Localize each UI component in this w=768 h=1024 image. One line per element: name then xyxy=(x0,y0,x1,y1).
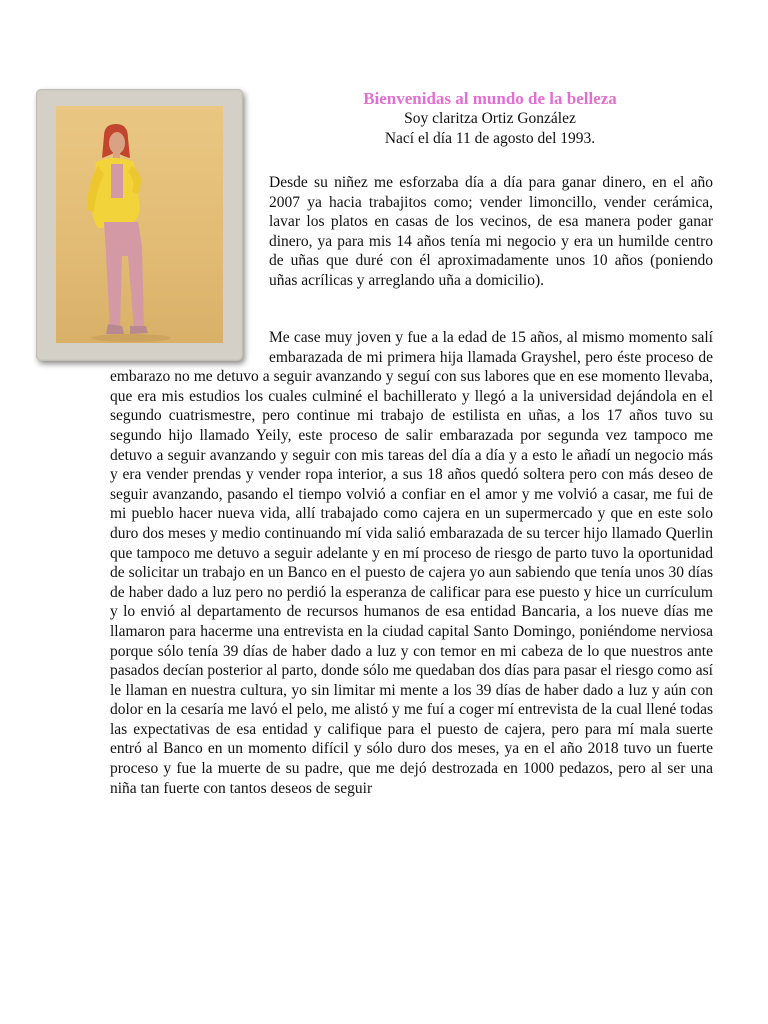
paragraph-childhood: Desde su niñez me esforzaba día a día para ganar dinero, en el año 2007 ya hacia trabajitos como; vender limoncillo, vender cerámica, lavar los platos en casas de los vecinos, de esa manera poder ganar dinero, ya para mis 14 años tenía mi negocio y era un humilde centro de uñas que duré con él aproximadamente unos 10 años (poniendo uñas acrílicas y arreglando uña a domicilio). xyxy=(269,174,713,289)
paragraph-life-story-text: Me case muy joven y fue a la edad de 15 años, al mismo momento salí embarazada de mi primera hija llamada Grayshel, pero éste proceso de embarazo no me detuvo a seguir avanzando y seguí con sus labores que en ese momento llevaba, que era mis estudios los cuales culminé el bachillerato y llegó a la universidad dejándola en el segundo cuatrismestre, pero continue mi trabajo de estilista en uñas, a los 17 años tuvo su segundo hijo llamado Yeily, este proceso de salir embarazada por segunda vez tampoco me detuvo a seguir avanzando y seguir con mis tareas del día a día y a esto le añadí un negocio más y era vender prendas y vender ropa interior, a sus 18 años quedó soltera pero con más deseo de seguir avanzando, pasando el tiempo volvió a confiar en el amor y me volvió a casar, me fui de mi pueblo hacer nueva vida, allí trabajado como cajera en un supermercado y que en este solo duro dos meses y medio continuando mí vida salió embarazada de su tercer hijo llamado Querlin que tampoco me detuvo a seguir adelante y en mí proceso de riesgo de parto tuvo la oportunidad de solicitar un trabajo en un Banco en el puesto de cajera yo aun sabiendo que tenía unos 30 días de haber dado a luz pero no perdió la esperanza de calificar para ese puesto y hice un currículum y lo envió al departamento de recursos humanos de esa entidad Bancaria, a los nueve días me llamaron para hacerme una entrevista en la ciudad capital Santo Domingo, poniéndome nerviosa porque sólo tenía 39 días de haber dado a luz y con temor en mi cabeza de lo que nuestros ante pasados decían posterior al parto, donde sólo me quedaban dos días para pasar el riesgo como así le llaman en nuestra cultura, yo sin limitar mi mente a los 39 días de haber dado a luz y aún con dolor en la cesaría me lavó el pelo, me alistó y me fuí a coger mí entrevista de la cual llené todas las expectativas de esa entidad y califique para el puesto de cajera, pero para mí mala suerte entró al Banco en un momento difícil y sólo duro dos meses, ya en el año 2018 tuvo un fuerte proceso y fue la muerte de su padre, que me dejó destrozada en 1000 pedazos, pero al ser una niña tan fuerte con tantos deseos de seguir xyxy=(110,329,713,797)
portrait-photo xyxy=(56,106,223,343)
image-wrap-spacer xyxy=(110,328,269,367)
photo-frame xyxy=(36,89,243,361)
header-block xyxy=(260,88,720,149)
paragraph-life-story xyxy=(110,328,713,798)
author-name-line: Soy claritza Ortiz González xyxy=(404,110,576,127)
woman-in-yellow-jacket-illustration xyxy=(56,106,223,343)
birth-date-line: Nací el día 11 de agosto del 1993. xyxy=(384,130,596,147)
page-title: Bienvenidas al mundo de la belleza xyxy=(363,89,617,108)
